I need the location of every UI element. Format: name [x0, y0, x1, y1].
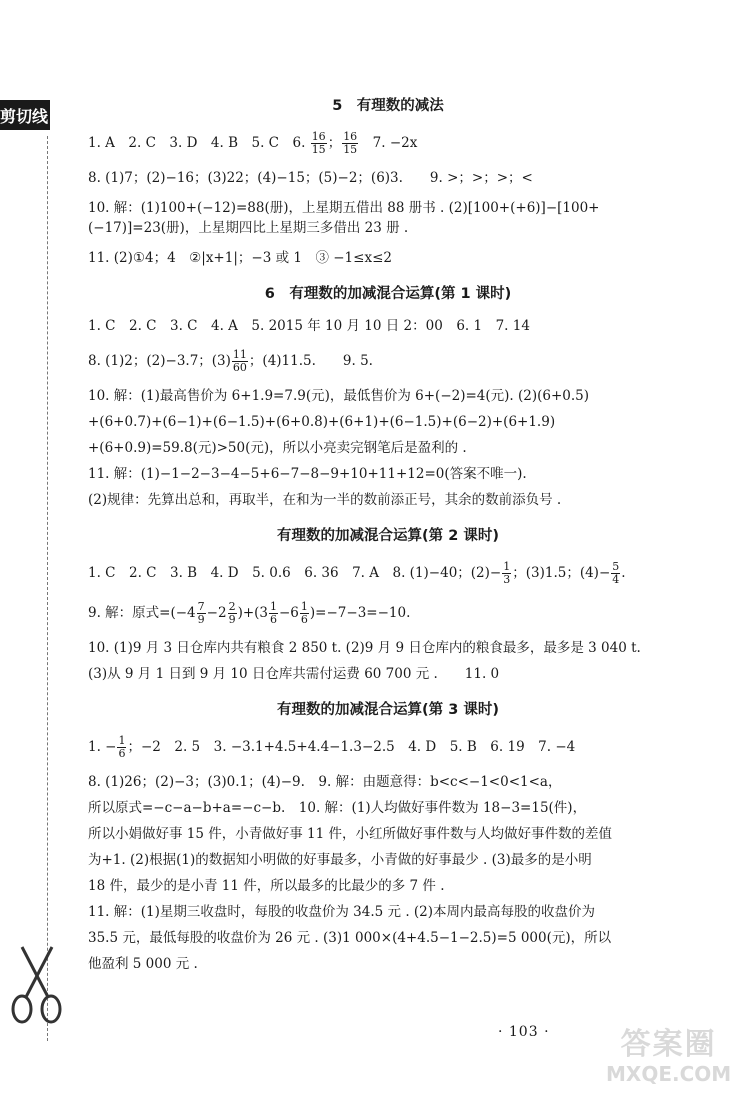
s7-line-1: [88, 558, 688, 588]
fraction-numerator: 1: [118, 734, 126, 747]
fraction-denominator: 15: [311, 143, 326, 156]
scissors-icon: [8, 945, 66, 1025]
s7-l1-b: ；(3)1.5；(4)−: [512, 565, 611, 581]
s8-line-3: 所以原式=−c−a−b+a=−c−b. 10. 解：(1)人均做好事件数为 18−3=15(件)，: [88, 800, 587, 816]
fraction-numerator: 1: [300, 600, 308, 613]
section-title-7: 有理数的加减混合运算(第 2 课时): [277, 528, 499, 544]
fraction-denominator: 15: [343, 143, 358, 156]
fraction-numerator: 1: [270, 600, 277, 613]
s8-line-5: 为+1. (2)根据(1)的数据知小明做的好事最多，小青做的好事最少 . (3)最多的是小明: [88, 852, 592, 868]
s5-line-5: 11. (2)①4；4 ②|x+1|；−3 或 1 ③ −1≤x≤2: [88, 250, 392, 266]
s8-line-1: [88, 732, 688, 762]
fraction-denominator: 6: [118, 747, 126, 760]
s5-l1-b: 7. −2x: [359, 135, 418, 151]
cut-line-tab-label: 剪切线: [0, 106, 49, 126]
s7-l2-e: )=−7−3=−10.: [309, 605, 411, 621]
s6-line-6: 11. 解：(1)−1−2−3−4−5+6−7−8−9+10+11+12=0(答案不唯一).: [88, 466, 527, 482]
s6-line-2: [88, 346, 688, 376]
s8-l1-b: ；−2 2. 5 3. −3.1+4.5+4.4−1.3−2.5 4. D 5. B 6. 19 7. −4: [127, 739, 576, 755]
section-title-5: 5 有理数的减法: [332, 98, 444, 114]
s6-line-7: (2)规律：先算出总和，再取半，在和为一半的数前添正号，其余的数前添负号 .: [88, 492, 562, 508]
s6-l2-a: 8. (1)2；(2)−3.7；(3): [88, 353, 231, 369]
s6-line-3: 10. 解：(1)最高售价为 6+1.9=7.9(元)，最低售价为 6+(−2)=4(元). (2)(6+0.5): [88, 388, 590, 404]
section-title-6: 6 有理数的加减混合运算(第 1 课时): [264, 286, 512, 302]
s7-l2-d: −6: [279, 605, 299, 621]
fraction-numerator: 16: [343, 130, 358, 143]
fraction: [300, 601, 309, 626]
fraction: [269, 601, 278, 626]
fraction-numerator: 2: [228, 600, 236, 613]
fraction: [232, 349, 248, 374]
fraction-denominator: 9: [228, 613, 236, 626]
s8-line-7: 11. 解：(1)星期三收盘时，每股的收盘价为 34.5 元 . (2)本周内最高每股的收盘价为: [88, 904, 596, 920]
s8-line-2: 8. (1)26；(2)−3；(3)0.1；(4)−9. 9. 解：由题意得：b<c<−1<0<1<a，: [88, 774, 562, 790]
s8-l1-a: 1. −: [88, 739, 117, 755]
s5-l1-sep: ；: [327, 135, 342, 151]
fraction-numerator: 16: [311, 130, 326, 143]
fraction-numerator: 1: [503, 560, 511, 573]
s5-l1-a: 1. A 2. C 3. D 4. B 5. C 6.: [88, 135, 310, 151]
s7-l2-a: 9. 解：原式=(−4: [88, 605, 196, 621]
watermark-en: MXQE.COM: [606, 1062, 732, 1086]
s7-l2-b: −2: [206, 605, 227, 621]
fraction-denominator: 60: [232, 361, 247, 374]
s8-line-6: 18 件，最少的是小青 11 件，所以最多的比最少的多 7 件 .: [88, 878, 445, 894]
section-title-8: 有理数的加减混合运算(第 3 课时): [277, 702, 499, 718]
fraction-denominator: 6: [270, 613, 277, 626]
fraction: [311, 131, 327, 156]
fraction-denominator: 4: [612, 573, 620, 586]
cut-line: [47, 136, 48, 1041]
answer-content: [88, 96, 688, 974]
fraction-denominator: 9: [197, 613, 205, 626]
s8-line-9: 他盈利 5 000 元 .: [88, 956, 198, 972]
s7-l1-a: 1. C 2. C 3. B 4. D 5. 0.6 6. 36 7. A 8. (1)−40；(2)−: [88, 565, 502, 581]
s8-line-8: 35.5 元，最低每股的收盘价为 26 元 . (3)1 000×(4+4.5−1−2.5)=5 000(元)，所以: [88, 930, 612, 946]
fraction-numerator: 7: [197, 600, 205, 613]
s7-line-2: [88, 598, 688, 628]
fraction-denominator: 6: [300, 613, 308, 626]
fraction-numerator: 11: [232, 348, 247, 361]
s8-line-4: 所以小娟做好事 15 件，小青做好事 11 件，小红所做好事件数与人均做好事件数的差值: [88, 826, 613, 842]
watermark-cn: 答案圈: [620, 1027, 717, 1062]
s6-line-4: +(6+0.7)+(6−1)+(6−1.5)+(6+0.8)+(6+1)+(6−1.5)+(6−2)+(6+1.9): [88, 414, 556, 430]
s5-line-3: 10. 解：(1)100+(−12)=88(册)，上星期五借出 88 册书 . (2)[100+(+6)]−[100+: [88, 200, 600, 216]
fraction-numerator: 5: [612, 560, 620, 573]
s7-l2-c: )+(3: [237, 605, 268, 621]
s5-line-1: [88, 128, 688, 158]
fraction: [197, 601, 206, 626]
fraction: [342, 131, 358, 156]
s6-line-1: 1. C 2. C 3. C 4. A 5. 2015 年 10 月 10 日 2：00 6. 1 7. 14: [88, 318, 530, 334]
fraction: [117, 735, 126, 760]
cut-line-tab: [0, 100, 50, 130]
fraction: [502, 561, 511, 586]
s7-line-3: 10. (1)9 月 3 日仓库内共有粮食 2 850 t. (2)9 月 9 日仓库内的粮食最多，最多是 3 040 t.: [88, 640, 641, 656]
fraction-denominator: 3: [503, 573, 511, 586]
fraction: [228, 601, 237, 626]
s5-line-2: 8. (1)7；(2)−16；(3)22；(4)−15；(5)−2；(6)3. 9. >；>；>；<: [88, 170, 533, 186]
fraction: [611, 561, 620, 586]
s6-l2-b: ；(4)11.5. 9. 5.: [248, 353, 373, 369]
watermark-logo: [606, 1028, 731, 1086]
s6-line-5: +(6+0.9)=59.8(元)>50(元)，所以小亮卖完钢笔后是盈利的 .: [88, 440, 467, 456]
page-number: · 103 ·: [498, 1024, 550, 1040]
s5-line-4: (−17)]=23(册)，上星期四比上星期三多借出 23 册 .: [88, 220, 409, 236]
s7-line-4: (3)从 9 月 1 日到 9 月 10 日仓库共需付运费 60 700 元 . 11. 0: [88, 666, 500, 682]
s7-l1-c: .: [621, 565, 626, 581]
